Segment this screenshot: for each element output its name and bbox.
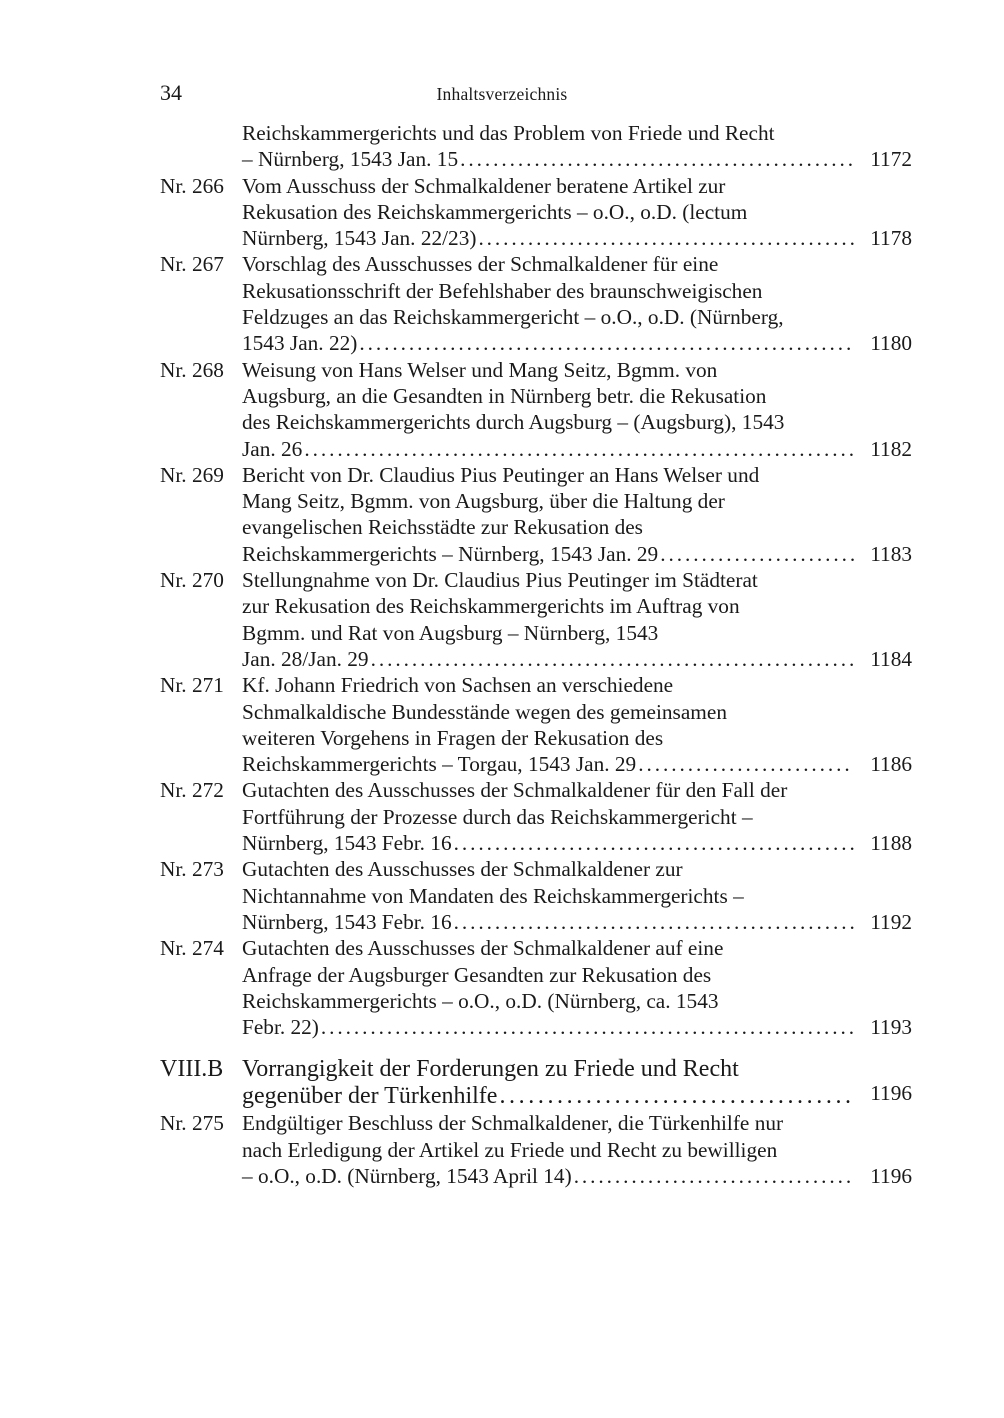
entry-title-line: – o.O., o.D. (Nürnberg, 1543 April 14): [242, 1163, 572, 1188]
page-header: [0, 78, 1004, 108]
entry-number: Nr. 266: [160, 173, 224, 198]
entry-title-line: Endgültiger Beschluss der Schmalkaldener, die Türkenhilfe nur: [242, 1111, 784, 1136]
entry-number: Nr. 275: [160, 1111, 224, 1136]
entry-page-number: 1180: [870, 331, 912, 356]
table-of-contents: [160, 120, 912, 1189]
entry-number: Nr. 267: [160, 252, 224, 277]
toc-entry: [160, 935, 912, 1040]
entry-title-line: zur Rekusation des Reichskammergerichts im Auftrag von: [242, 594, 740, 619]
entry-title-line: nach Erledigung der Artikel zu Friede und Recht zu bewilligen: [242, 1137, 778, 1162]
entry-title-line: Anfrage der Augsburger Gesandten zur Rekusation des: [242, 962, 712, 987]
entry-title-line: Bericht von Dr. Claudius Pius Peutinger an Hans Welser und: [242, 462, 760, 487]
entry-title-line: Gutachten des Ausschusses der Schmalkaldener auf eine: [242, 936, 724, 961]
entry-title: [242, 1056, 912, 1110]
entry-title-line: des Reichskammergerichts durch Augsburg – (Augsburg), 1543: [242, 410, 785, 435]
toc-entry: [160, 120, 912, 173]
toc-entry: [160, 462, 912, 567]
dot-leader: [304, 436, 854, 462]
dot-leader: [660, 541, 854, 567]
dot-leader: [454, 830, 854, 856]
entry-title-line: Jan. 26: [242, 436, 303, 461]
entry-title-line: Fortführung der Prozesse durch das Reichskammergericht –: [242, 804, 753, 829]
entry-last-line: [242, 330, 912, 356]
entry-title: [242, 777, 912, 856]
entry-title-line: Nürnberg, 1543 Jan. 22/23): [242, 226, 477, 251]
entry-title-line: Vom Ausschuss der Schmalkaldener beratene Artikel zur: [242, 173, 726, 198]
dot-leader: [460, 146, 854, 172]
entry-title-line: Bgmm. und Rat von Augsburg – Nürnberg, 1543: [242, 620, 659, 645]
toc-entry: [160, 251, 912, 356]
entry-title-line: Reichskammergerichts und das Problem von Friede und Recht: [242, 121, 775, 145]
entry-page-number: 1183: [870, 541, 912, 566]
entry-number: Nr. 269: [160, 462, 224, 487]
entry-number: Nr. 272: [160, 778, 224, 803]
toc-entry: [160, 777, 912, 856]
entry-last-line: [242, 1163, 912, 1189]
entry-title: [242, 856, 912, 935]
section-number: VIII.B: [160, 1056, 224, 1083]
entry-page-number: 1196: [870, 1081, 912, 1106]
dot-leader: [499, 1083, 854, 1110]
entry-page-number: 1172: [870, 147, 912, 172]
entry-number: Nr. 271: [160, 673, 224, 698]
entry-title-line: Reichskammergerichts – o.O., o.D. (Nürnberg, ca. 1543: [242, 988, 719, 1013]
entry-title-line: Schmalkaldische Bundesstände wegen des gemeinsamen: [242, 699, 727, 724]
entry-title-line: Rekusationsschrift der Befehlshaber des braunschweigischen: [242, 278, 763, 303]
toc-section-heading: [160, 1056, 912, 1110]
toc-entry: [160, 1110, 912, 1189]
entry-number: Nr. 273: [160, 857, 224, 882]
entry-last-line: [242, 225, 912, 251]
dot-leader: [478, 225, 854, 251]
entry-page-number: 1186: [870, 752, 912, 777]
entry-title: [242, 935, 912, 1040]
entry-title-line: Augsburg, an die Gesandten in Nürnberg betr. die Rekusation: [242, 383, 767, 408]
entry-number: Nr. 270: [160, 568, 224, 593]
entry-page-number: 1182: [870, 436, 912, 461]
entry-last-line: [242, 830, 912, 856]
entry-page-number: 1188: [870, 831, 912, 856]
entry-title-line: Febr. 22): [242, 1015, 319, 1040]
entry-last-line: [242, 1014, 912, 1040]
entry-title-line: Rekusation des Reichskammergerichts – o.O., o.D. (lectum: [242, 199, 748, 224]
entry-title-line: Gutachten des Ausschusses der Schmalkaldener für den Fall der: [242, 778, 788, 803]
entry-page-number: 1196: [870, 1163, 912, 1188]
entry-title-line: Weisung von Hans Welser und Mang Seitz, Bgmm. von: [242, 357, 718, 382]
entry-title-line: Nürnberg, 1543 Febr. 16: [242, 909, 452, 934]
dot-leader: [371, 646, 854, 672]
entry-title-line: 1543 Jan. 22): [242, 331, 358, 356]
entry-title-line: Kf. Johann Friedrich von Sachsen an verschiedene: [242, 673, 674, 698]
toc-entry: [160, 856, 912, 935]
entry-number: Nr. 268: [160, 357, 224, 382]
entry-title: [242, 567, 912, 672]
entry-last-line: [242, 436, 912, 462]
entry-title-line: evangelischen Reichsstädte zur Rekusation des: [242, 515, 643, 540]
entry-title: [242, 462, 912, 567]
toc-entry: [160, 567, 912, 672]
dot-leader: [454, 909, 854, 935]
entry-title-line: Jan. 28/Jan. 29: [242, 646, 369, 671]
entry-title-line: Reichskammergerichts – Nürnberg, 1543 Jan. 29: [242, 541, 659, 566]
page-number: 34: [160, 80, 182, 105]
entry-title-line: Reichskammergerichts – Torgau, 1543 Jan. 29: [242, 752, 637, 777]
entry-number: Nr. 274: [160, 936, 224, 961]
entry-title: [242, 672, 912, 777]
toc-section: [160, 1056, 912, 1110]
entry-title: [242, 120, 912, 173]
entry-title: [242, 1110, 912, 1189]
entry-title: [242, 357, 912, 462]
running-title: Inhaltsverzeichnis: [436, 84, 568, 104]
dot-leader: [359, 330, 854, 356]
entry-title-line: Stellungnahme von Dr. Claudius Pius Peutinger im Städterat: [242, 568, 758, 593]
entry-page-number: 1192: [870, 909, 912, 934]
entry-title: [242, 251, 912, 356]
entry-last-line: [242, 1083, 912, 1110]
entry-title-line: Nürnberg, 1543 Febr. 16: [242, 831, 452, 856]
entry-title-line: – Nürnberg, 1543 Jan. 15: [242, 147, 459, 172]
entry-last-line: [242, 909, 912, 935]
entry-title: [242, 173, 912, 252]
toc-section-entries: [160, 1110, 912, 1189]
entry-title-line: Feldzuges an das Reichskammergericht – o.O., o.D. (Nürnberg,: [242, 305, 784, 330]
entry-page-number: 1193: [870, 1015, 912, 1040]
toc-entry: [160, 357, 912, 462]
entry-title-line: Nichtannahme von Mandaten des Reichskammergerichts –: [242, 883, 744, 908]
entry-page-number: 1184: [870, 646, 912, 671]
entry-title-line: Mang Seitz, Bgmm. von Augsburg, über die Haltung der: [242, 489, 725, 514]
entry-last-line: [242, 146, 912, 172]
entry-title-line: weiteren Vorgehens in Fragen der Rekusation des: [242, 725, 664, 750]
entry-page-number: 1178: [870, 226, 912, 251]
entry-title-line: gegenüber der Türkenhilfe: [242, 1083, 498, 1110]
dot-leader: [574, 1163, 854, 1189]
entry-last-line: [242, 751, 912, 777]
toc-entry: [160, 173, 912, 252]
toc-entry: [160, 672, 912, 777]
dot-leader: [321, 1014, 854, 1040]
entry-last-line: [242, 541, 912, 567]
entry-title-line: Vorschlag des Ausschusses der Schmalkaldener für eine: [242, 252, 719, 277]
entry-title-line: Gutachten des Ausschusses der Schmalkaldener zur: [242, 857, 683, 882]
entry-title-line: Vorrangigkeit der Forderungen zu Friede und Recht: [242, 1056, 739, 1083]
toc-entries: [160, 120, 912, 1040]
entry-last-line: [242, 646, 912, 672]
dot-leader: [638, 751, 854, 777]
